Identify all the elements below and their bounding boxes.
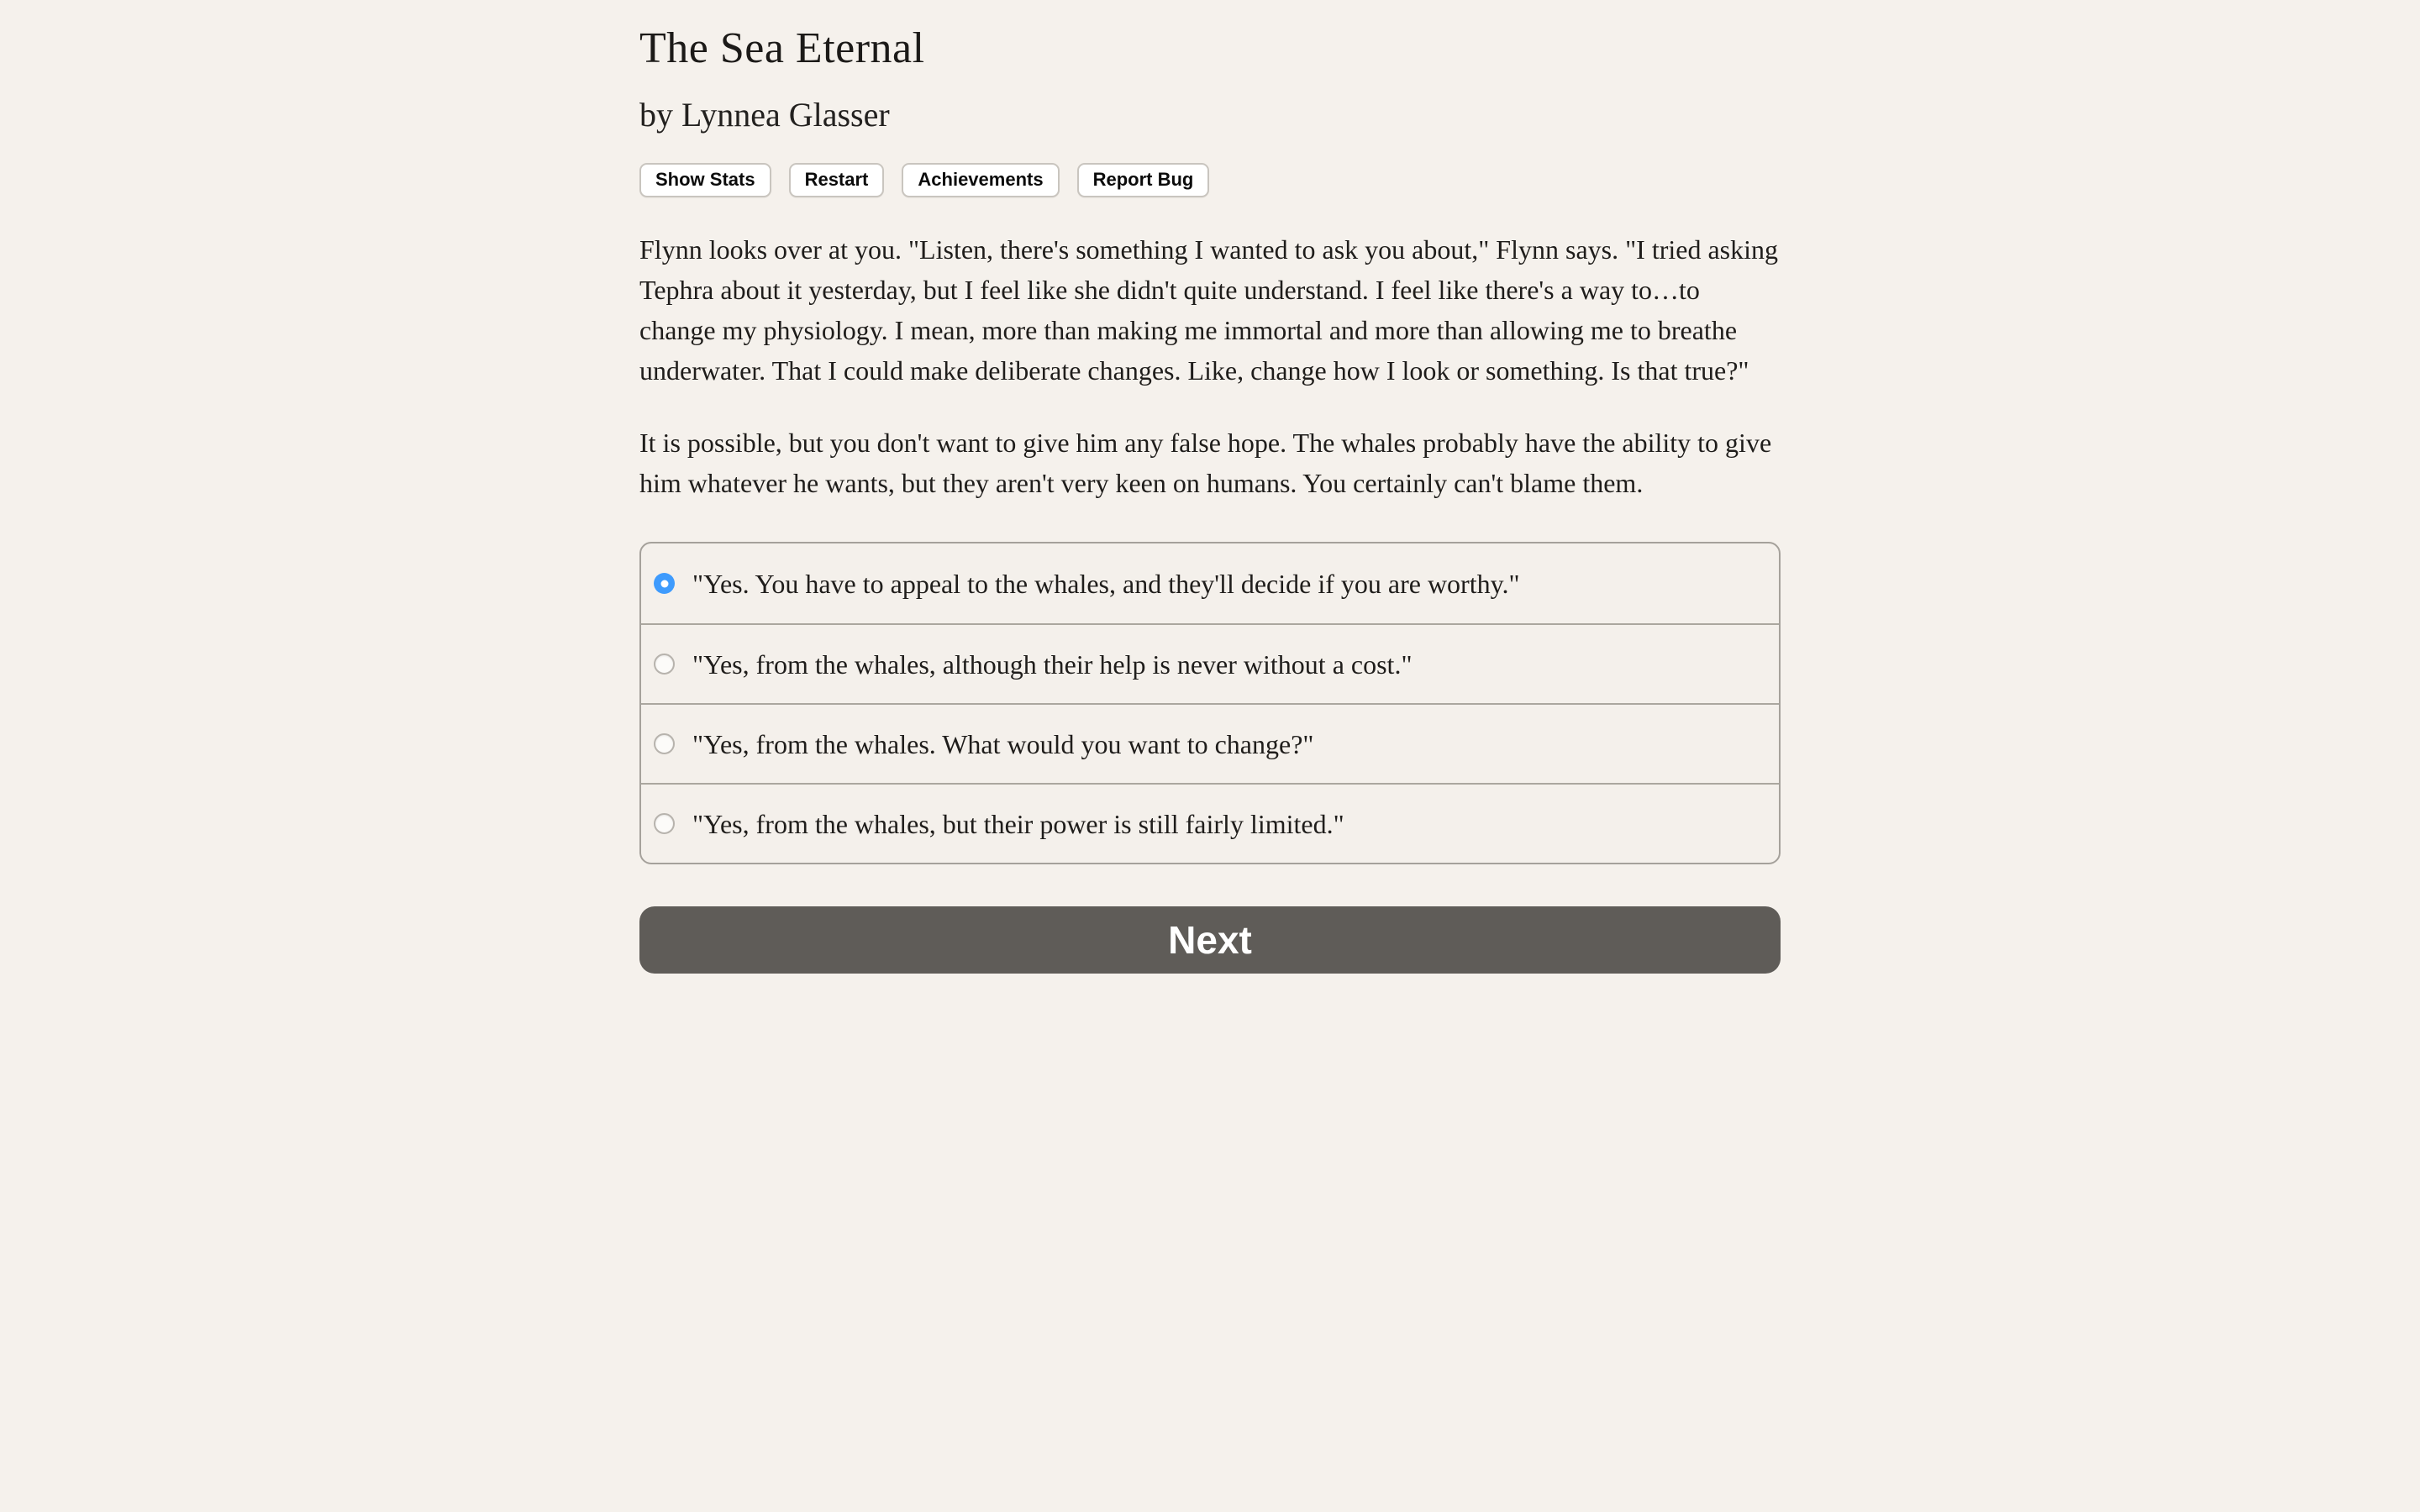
achievements-button[interactable]: Achievements xyxy=(902,163,1059,197)
story-text xyxy=(639,229,1781,503)
choice-label: "Yes, from the whales, but their power is still fairly limited." xyxy=(692,808,1344,839)
radio-icon[interactable] xyxy=(654,573,675,594)
story-paragraph: Flynn looks over at you. "Listen, there's something I wanted to ask you about," Flynn says. "I tried asking Tephra about it yesterday, but I feel like she didn't quite understand. I feel like there's a way to…to change my physiology. I mean, more than making me immortal and more than allowing me to breathe underwater. That I could make deliberate changes. Like, change how I look or something. Is that true?" xyxy=(639,234,1778,386)
choice-option-2[interactable] xyxy=(641,623,1779,703)
radio-icon[interactable] xyxy=(654,733,675,754)
radio-icon[interactable] xyxy=(654,654,675,675)
radio-icon[interactable] xyxy=(654,813,675,834)
game-page xyxy=(639,0,1781,974)
toolbar xyxy=(639,163,1781,197)
next-button[interactable]: Next xyxy=(639,906,1781,974)
choice-label: "Yes, from the whales. What would you want to change?" xyxy=(692,728,1314,759)
choice-option-3[interactable] xyxy=(641,703,1779,783)
choice-option-1[interactable] xyxy=(641,543,1779,623)
choice-label: "Yes, from the whales, although their help is never without a cost." xyxy=(692,648,1413,680)
story-paragraph: It is possible, but you don't want to give him any false hope. The whales probably have the ability to give him whatever he wants, but they aren't very keen on humans. You certainly can't blame them. xyxy=(639,428,1772,499)
show-stats-button[interactable]: Show Stats xyxy=(639,163,771,197)
report-bug-button[interactable]: Report Bug xyxy=(1077,163,1210,197)
choice-option-4[interactable] xyxy=(641,783,1779,863)
page-title: The Sea Eternal xyxy=(639,24,925,72)
choice-list xyxy=(639,542,1781,864)
restart-button[interactable]: Restart xyxy=(789,163,885,197)
page-byline: by Lynnea Glasser xyxy=(639,96,890,134)
choice-label: "Yes. You have to appeal to the whales, and they'll decide if you are worthy." xyxy=(692,568,1520,599)
